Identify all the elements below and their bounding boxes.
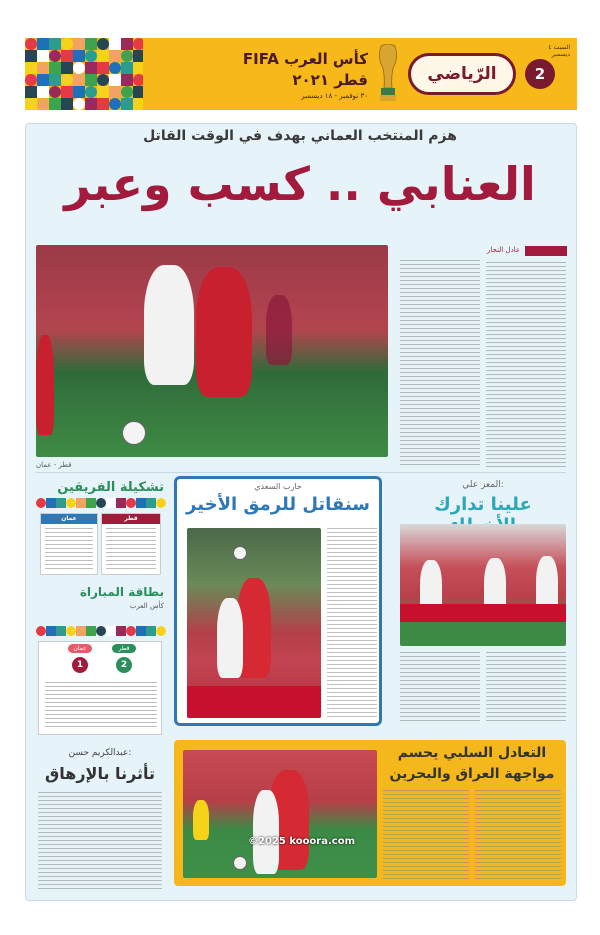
- match-stats-lines: [45, 682, 157, 730]
- pattern-tile: [121, 62, 133, 74]
- pattern-tile: [25, 62, 37, 74]
- pattern-tile: [109, 86, 121, 98]
- pattern-tile: [116, 626, 126, 636]
- pattern-tile: [56, 626, 66, 636]
- pattern-tile: [37, 74, 49, 86]
- pattern-tile: [97, 62, 109, 74]
- pattern-tile: [121, 98, 133, 110]
- cup-title: كأس العرب FIFA: [242, 50, 368, 68]
- pattern-tile: [36, 498, 46, 508]
- pattern-tile: [156, 626, 166, 636]
- issue-date: السبت ٤ ديسمبر: [548, 44, 570, 58]
- right-article-byline: المعز علي:: [462, 480, 504, 490]
- trophy-icon: [375, 44, 401, 104]
- main-headline: العنابي .. كسب وعبر: [64, 157, 536, 211]
- pattern-tile: [85, 62, 97, 74]
- lineup-team-a-label: قطر: [102, 514, 160, 524]
- bottom-feature-photo: [183, 750, 377, 878]
- pattern-tile: [85, 74, 97, 86]
- pattern-tile: [96, 626, 106, 636]
- bottom-feature-title-line2: مواجهة العراق والبحرين: [389, 766, 555, 782]
- pattern-tile: [25, 50, 37, 62]
- pattern-tile: [97, 74, 109, 86]
- cup-dates: ٣٠ نوفمبر - ١٨ ديسمبر: [301, 92, 368, 100]
- pattern-tile: [121, 74, 133, 86]
- lineup-list: [106, 528, 156, 570]
- bottom-feature-column: [383, 790, 469, 880]
- main-subtitle: هزم المنتخب العماني بهدف في الوقت القاتل: [143, 128, 457, 144]
- pattern-tile: [133, 74, 143, 86]
- pattern-tile: [37, 86, 49, 98]
- pattern-tile: [66, 626, 76, 636]
- pattern-tile: [86, 498, 96, 508]
- pattern-tile: [61, 38, 73, 50]
- pattern-tile: [97, 50, 109, 62]
- lineup-card-team-a: [101, 513, 161, 575]
- pattern-tile: [85, 86, 97, 98]
- pattern-tile: [136, 498, 146, 508]
- pattern-tile: [73, 98, 85, 110]
- pattern-tile: [97, 98, 109, 110]
- bottom-left-text: [38, 792, 162, 892]
- match-score-right: 2: [116, 657, 132, 673]
- main-byline: عادل النجار: [487, 246, 520, 254]
- bottom-left-byline: عبدالكريم حسن:: [68, 748, 132, 758]
- match-team-left: عمان: [68, 644, 92, 653]
- pattern-tile: [97, 38, 109, 50]
- pattern-tile: [56, 498, 66, 508]
- match-card-title: بطاقة المباراة: [79, 585, 164, 599]
- pattern-tile: [156, 498, 166, 508]
- pattern-tile: [146, 498, 156, 508]
- cup-subtitle: قطر ٢٠٢١: [292, 71, 368, 89]
- match-team-right: قطر: [112, 644, 136, 653]
- pattern-tile: [66, 498, 76, 508]
- pattern-tile: [133, 38, 143, 50]
- pattern-tile: [76, 498, 86, 508]
- lineup-pattern-strip: [36, 498, 164, 508]
- middle-article-photo: [187, 528, 321, 718]
- pattern-tile: [106, 626, 116, 636]
- middle-article-byline: حارب السعدي: [254, 482, 302, 491]
- main-article-column: [400, 260, 480, 465]
- pattern-tile: [73, 62, 85, 74]
- watermark: ©2025 kooora.com: [248, 836, 356, 847]
- bottom-feature-title-line1: التعادل السلبي يحسم: [397, 745, 547, 761]
- pattern-tile: [37, 98, 49, 110]
- middle-article-text: [327, 528, 377, 718]
- pattern-tile: [133, 62, 143, 74]
- pattern-tile: [37, 38, 49, 50]
- pattern-tile: [97, 86, 109, 98]
- pattern-tile: [25, 98, 37, 110]
- pattern-tile: [85, 38, 97, 50]
- pattern-tile: [121, 38, 133, 50]
- right-article-title: علينا تدارك: [434, 494, 532, 515]
- main-photo-caption: قطر - عمان: [36, 461, 72, 469]
- pattern-tile: [49, 86, 61, 98]
- lineup-team-b-label: عمان: [41, 514, 97, 524]
- pattern-tile: [73, 38, 85, 50]
- match-score-left: 1: [72, 657, 88, 673]
- match-card-subtitle: كأس العرب: [129, 602, 164, 610]
- pattern-tile: [109, 98, 121, 110]
- pattern-tile: [86, 626, 96, 636]
- pattern-tile: [46, 498, 56, 508]
- bottom-feature-column: [475, 790, 561, 880]
- main-match-photo: [36, 245, 388, 457]
- pattern-tile: [25, 86, 37, 98]
- pattern-tile: [25, 38, 37, 50]
- pattern-tile: [61, 86, 73, 98]
- lineup-title: تشكيلة الفريقين: [57, 480, 164, 495]
- pattern-tile: [49, 98, 61, 110]
- pattern-tile: [49, 62, 61, 74]
- pattern-tile: [109, 62, 121, 74]
- pattern-tile: [126, 498, 136, 508]
- pattern-tile: [136, 626, 146, 636]
- main-article-column: [486, 262, 566, 467]
- lineup-card-team-b: [40, 513, 98, 575]
- page-number-badge: 2: [525, 59, 555, 89]
- newspaper-logo: الرّياضي: [408, 53, 516, 95]
- pattern-tile: [126, 626, 136, 636]
- pattern-tile: [109, 74, 121, 86]
- decorative-pattern: [25, 38, 143, 110]
- pattern-tile: [73, 74, 85, 86]
- pattern-tile: [85, 50, 97, 62]
- pattern-tile: [76, 626, 86, 636]
- pattern-tile: [121, 86, 133, 98]
- section-divider: [36, 472, 566, 473]
- right-article-photo: [400, 524, 566, 646]
- pattern-tile: [116, 498, 126, 508]
- lineup-list: [45, 528, 93, 570]
- pattern-tile: [106, 498, 116, 508]
- pattern-tile: [73, 50, 85, 62]
- pattern-tile: [36, 626, 46, 636]
- pattern-tile: [61, 98, 73, 110]
- pattern-tile: [61, 74, 73, 86]
- pattern-tile: [37, 50, 49, 62]
- middle-article-title: سنقاتل للرمق الأخير: [186, 494, 370, 515]
- pattern-tile: [25, 74, 37, 86]
- pattern-tile: [37, 62, 49, 74]
- pattern-tile: [49, 38, 61, 50]
- pattern-tile: [61, 50, 73, 62]
- pattern-tile: [49, 50, 61, 62]
- article-label-bar: [525, 246, 567, 256]
- right-article-column: [400, 652, 480, 724]
- pattern-tile: [146, 626, 156, 636]
- match-card-pattern-strip: [36, 626, 164, 636]
- bottom-left-title: تأثرنا بالإرهاق: [44, 764, 156, 783]
- pattern-tile: [49, 74, 61, 86]
- match-card-box: [38, 641, 162, 735]
- pattern-tile: [46, 626, 56, 636]
- pattern-tile: [96, 498, 106, 508]
- pattern-tile: [133, 98, 143, 110]
- pattern-tile: [121, 50, 133, 62]
- pattern-tile: [133, 86, 143, 98]
- pattern-tile: [61, 62, 73, 74]
- right-article-column: [486, 652, 566, 724]
- pattern-tile: [109, 50, 121, 62]
- pattern-tile: [133, 50, 143, 62]
- pattern-tile: [73, 86, 85, 98]
- pattern-tile: [85, 98, 97, 110]
- pattern-tile: [109, 38, 121, 50]
